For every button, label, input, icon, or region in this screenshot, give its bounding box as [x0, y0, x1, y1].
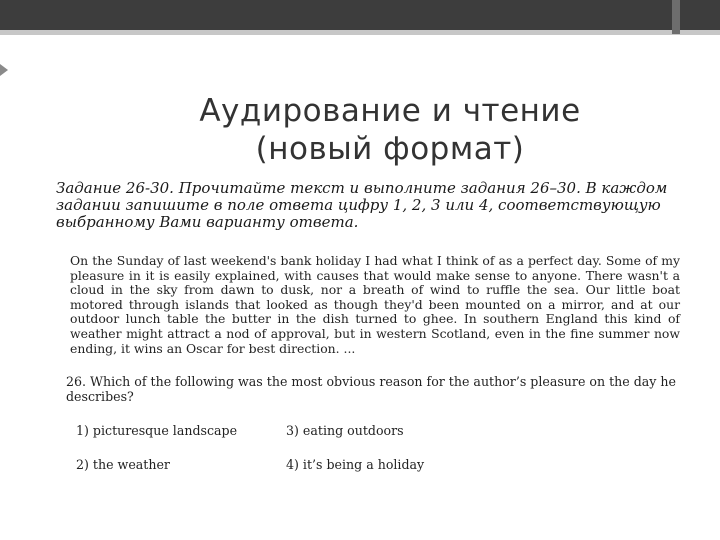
title-line-2: (новый формат)	[255, 131, 525, 167]
slide-title	[150, 92, 630, 168]
task-instructions	[56, 180, 676, 231]
reading-passage: On the Sunday of last weekend's bank holiday I had what I think of as a perfect day. Some of my pleasure in it is easily explained, with causes that would make sense to anyone. There wasn't a cloud in the sky from dawn to dusk, nor a breath of wind to ruffle the sea. Our little boat motored through islands that looked as though they'd been mounted on a mirror, and at our outdoor lunch table the butter in the dish turned to ghee. In southern England this kind of weather might attract a nod of approval, but in western Scotland, even in the fine summer now ending, it wins an Oscar for best direction. ...	[70, 253, 680, 356]
top-bar-accent	[672, 0, 680, 34]
question-26: 26. Which of the following was the most obvious reason for the author’s pleasure on the day he describes?	[66, 374, 676, 404]
answer-option-1: 1) picturesque landscape	[76, 423, 238, 438]
top-decorative-bar	[0, 0, 720, 30]
answer-option-2: 2) the weather	[76, 457, 170, 472]
task-text: . Прочитайте текст и выполните задания 26–30. В каждом задании запишите в поле ответа цифру 1, 2, 3 или 4, соответствующую выбранному Вами варианту ответа.	[56, 179, 668, 231]
side-triangle-icon	[0, 64, 8, 76]
top-bar-underline	[0, 30, 720, 35]
task-label: Задание 26-30	[56, 179, 170, 197]
answer-option-3: 3) eating outdoors	[286, 423, 404, 438]
title-line-1: Аудирование и чтение	[199, 93, 581, 129]
answer-option-4: 4) it’s being a holiday	[286, 457, 425, 472]
